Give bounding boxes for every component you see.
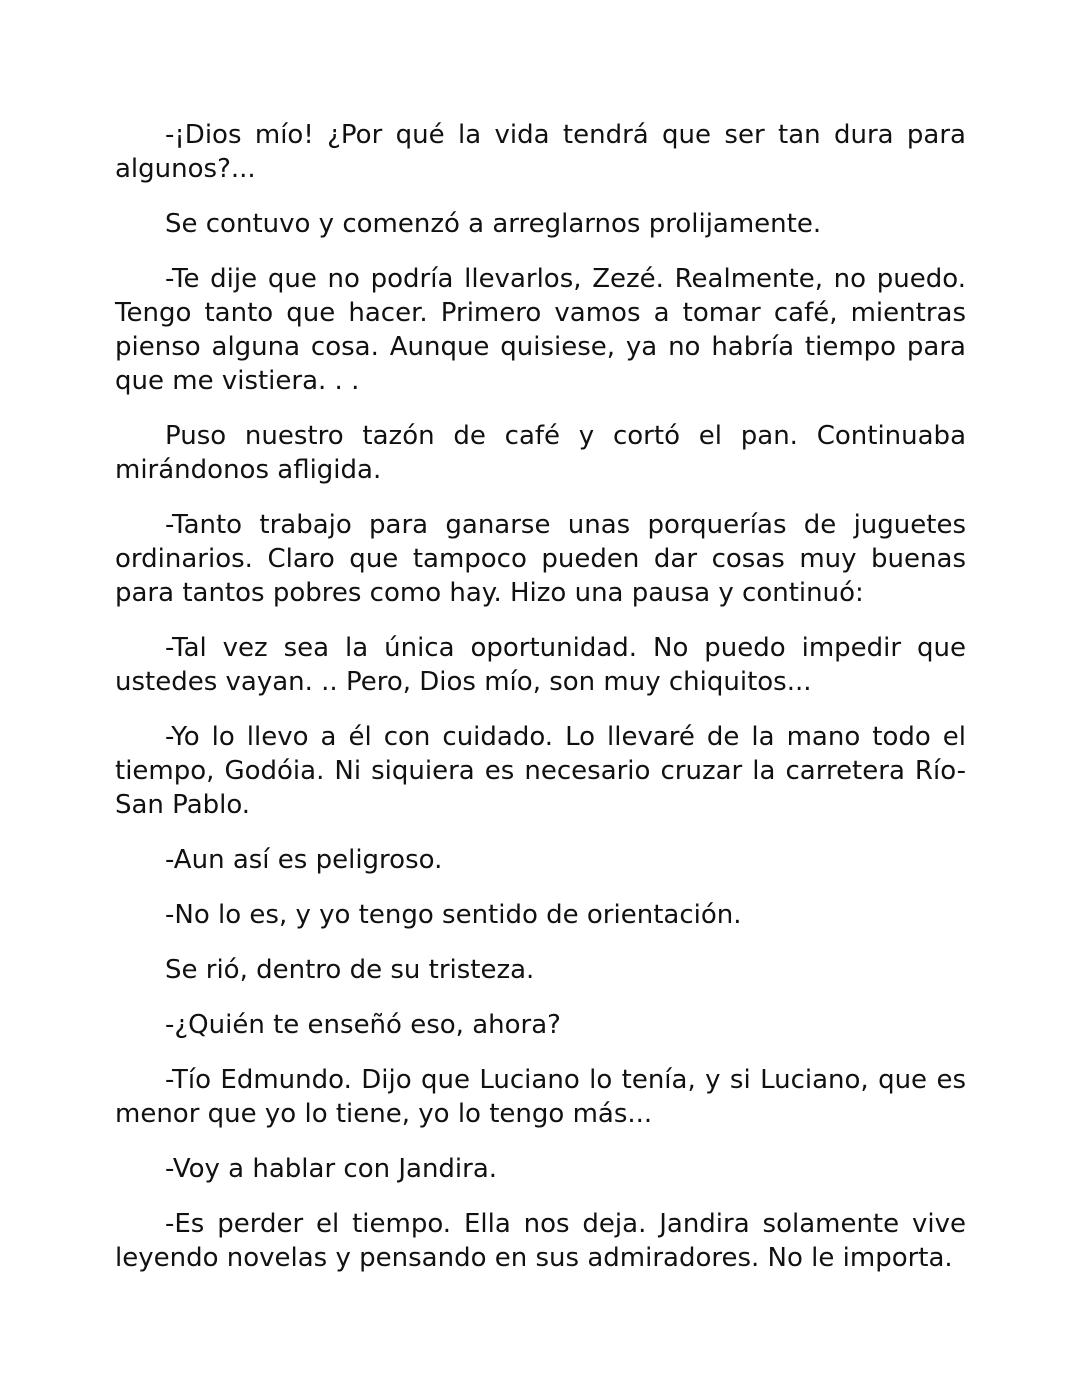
paragraph: -¡Dios mío! ¿Por qué la vida tendrá que ser tan dura para algunos?... <box>115 120 966 184</box>
paragraph: -Tal vez sea la única oportunidad. No puedo impedir que ustedes vayan. .. Pero, Dios mío, son muy chiquitos... <box>115 633 966 697</box>
paragraph: -No lo es, y yo tengo sentido de orientación. <box>165 900 742 930</box>
paragraph: -Yo lo llevo a él con cuidado. Lo llevaré de la mano todo el tiempo, Godóia. Ni siquiera es necesario cruzar la carretera Río-San Pablo. <box>115 722 966 820</box>
paragraph: Se rió, dentro de su tristeza. <box>165 955 535 985</box>
document-page <box>115 118 966 1296</box>
paragraph: -Te dije que no podría llevarlos, Zezé. Realmente, no puedo. Tengo tanto que hacer. Primero vamos a tomar café, mientras pienso alguna cosa. Aunque quisiese, ya no habría tiempo para que me vistiera. . . <box>115 264 966 396</box>
paragraph: -Tío Edmundo. Dijo que Luciano lo tenía, y si Luciano, que es menor que yo lo tiene, yo lo tengo más... <box>115 1065 966 1129</box>
paragraph: Puso nuestro tazón de café y cortó el pan. Continuaba mirándonos afligida. <box>115 421 966 485</box>
paragraph: -Voy a hablar con Jandira. <box>165 1154 498 1184</box>
paragraph: -Tanto trabajo para ganarse unas porquerías de juguetes ordinarios. Claro que tampoco pueden dar cosas muy buenas para tantos pobres como hay. Hizo una pausa y continuó: <box>115 510 966 608</box>
paragraph: Se contuvo y comenzó a arreglarnos prolijamente. <box>165 209 822 239</box>
paragraph: -Es perder el tiempo. Ella nos deja. Jandira solamente vive leyendo novelas y pensando en sus admiradores. No le importa. <box>115 1209 966 1273</box>
paragraph: -¿Quién te enseñó eso, ahora? <box>165 1010 561 1040</box>
paragraph: -Aun así es peligroso. <box>165 845 443 875</box>
